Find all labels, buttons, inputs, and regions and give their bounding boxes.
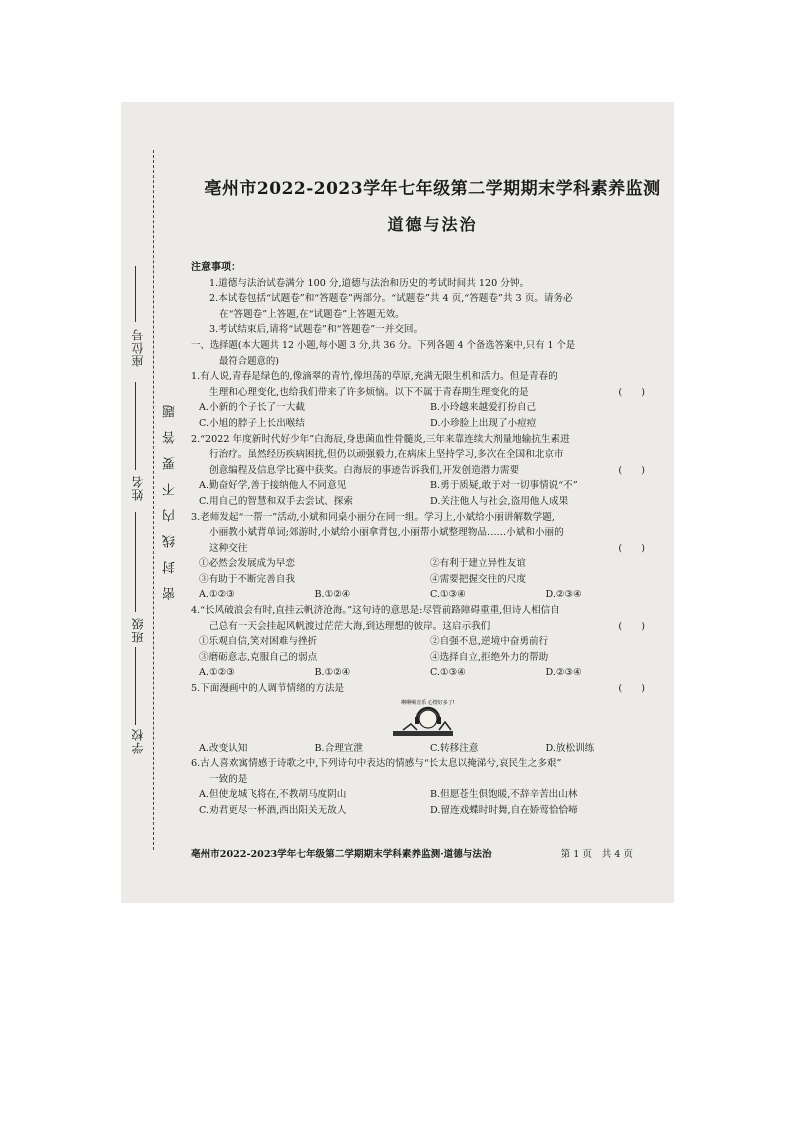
option-a: A.改变认知 (199, 742, 248, 754)
answer-paren: ( ) (618, 386, 645, 398)
statement: ①必然会发展成为早恋 (199, 558, 295, 570)
statement: ②自强不息,逆境中奋勇前行 (430, 636, 549, 648)
section-heading-cont: 最符合题意的) (219, 355, 279, 367)
option-c: C.用自己的智慧和双手去尝试、探索 (199, 495, 353, 507)
exam-subject: 道德与法治 (387, 215, 478, 234)
question-5-stem: 5.下面漫画中的人调节情绪的方法是 ( ) (191, 681, 661, 697)
option-b: B.但愿苍生俱饱暖,不辞辛苦出山林 (430, 789, 578, 801)
option-a: A.①②③ (199, 589, 235, 601)
option-d: D.小珍脸上出现了小痘痘 (430, 417, 537, 429)
statement: ③磨砺意志,克服自己的弱点 (199, 651, 318, 663)
question-3-stem-cont: 小丽教小斌背单词;郊游时,小斌给小丽拿背包,小丽帮小斌整理物品……小斌和小丽的 (209, 527, 564, 539)
cartoon-speech-bubble: 啊啊嗬音乐 心情好多了! (401, 699, 455, 706)
notes-heading: 注意事项： (191, 262, 241, 273)
answer-paren: ( ) (618, 464, 645, 476)
option-c: C.①③④ (430, 667, 466, 679)
option-b: B.①②④ (314, 667, 351, 679)
class-blank (135, 512, 136, 612)
cartoon-legs (403, 724, 417, 730)
answer-paren: ( ) (618, 683, 645, 695)
school-label: 学校 (131, 728, 145, 754)
question-3-options (191, 587, 661, 603)
option-a: A.勤奋好学,善于接纳他人不同意见 (199, 480, 347, 492)
option-d: D.②③④ (545, 589, 582, 601)
question-6-stem-cont: 一致的是 (209, 773, 248, 785)
exam-title: 亳州市2022-2023学年七年级第二学期期末学科素养监测 (204, 179, 661, 199)
question-2-stem: 2.“2022 年度新时代好少年”白海辰,身患菌血性骨髓炎,三年来靠连续大剂量地输抗生素进 (191, 433, 570, 445)
page-number: 第 1 页 共 4 页 (560, 849, 633, 860)
option-c: C.小旭的脖子上长出喉结 (199, 417, 305, 429)
option-b: B.勇于质疑,敢于对一切事情说“不” (430, 480, 578, 492)
question-6-options (191, 787, 661, 818)
note-item: 在“答题卷”上答题,在“试题卷”上答题无效。 (219, 308, 405, 320)
name-label: 姓名 (131, 475, 145, 501)
headphone-left-icon (415, 717, 419, 724)
option-c: C.转移注意 (430, 742, 479, 754)
option-c: C.①③④ (430, 589, 466, 601)
statement: ①乐观自信,笑对困难与挫折 (199, 636, 318, 648)
class-label: 班级 (131, 617, 145, 643)
headphone-right-icon (437, 717, 441, 724)
question-4-statements (191, 634, 661, 665)
cartoon-illustration (373, 697, 483, 741)
note-item: 1.道德与法治试卷满分 100 分,道德与法治和历史的考试时间共 120 分钟。 (209, 277, 530, 289)
question-6-stem: 6.古人喜欢寓情感于诗歌之中,下列诗句中表达的情感与“长太息以掩涕兮,哀民生之多艰” (191, 758, 562, 770)
question-1-stem-cont: 生理和心理变化,也给我们带来了许多烦恼。以下不属于青春期生理变化的是 ( ) (191, 385, 661, 401)
question-5-options (191, 741, 661, 757)
question-5-cartoon (191, 697, 661, 741)
seal-dashed-line (153, 150, 154, 850)
question-4-options (191, 665, 661, 681)
seat-number-label: 座位号 (131, 328, 145, 367)
option-d: D.放松训练 (545, 742, 595, 754)
answer-paren: ( ) (618, 620, 645, 632)
note-item: 3.考试结束后,请将“试题卷”和“答题卷”一并交回。 (209, 324, 424, 336)
option-a: A.①②③ (199, 667, 235, 679)
seat-number-blank (135, 266, 136, 322)
seal-warning-text: 密封线内不要答题 (163, 392, 178, 600)
answer-paren: ( ) (618, 542, 645, 554)
cartoon-face (419, 710, 437, 728)
question-2-stem-cont: 创意编程及信息学比赛中获奖。白海辰的事迹告诉我们,开发创造潜力需要 ( ) (191, 463, 661, 479)
option-d: D.关注他人与社会,盗用他人成果 (430, 495, 569, 507)
exam-content (191, 260, 661, 819)
binding-margin (121, 102, 191, 903)
option-b: B.小玲越来越爱打扮自己 (430, 402, 537, 414)
page-footer (191, 846, 661, 860)
cartoon-mat (393, 731, 453, 736)
option-a: A.小新的个子长了一大截 (199, 402, 305, 414)
option-d: D.留连戏蝶时时舞,自在娇莺恰恰啼 (430, 805, 578, 816)
note-item: 2.本试卷包括“试题卷”和“答题卷”两部分。“试题卷”共 4 页,“答题卷”共 3 页。请务必 (209, 293, 573, 305)
option-b: B.①②④ (314, 589, 351, 601)
option-b: B.合理宣泄 (314, 742, 363, 754)
exam-sheet (121, 102, 674, 903)
question-3-stem: 3.老师发起“一帮一”活动,小斌和同桌小丽分在同一组。学习上,小斌给小丽讲解数学题, (191, 511, 555, 523)
question-3-statements (191, 556, 661, 587)
question-4-stem-cont: 己总有一天会挂起风帆渡过茫茫大海,到达理想的彼岸。这启示我们 ( ) (191, 619, 661, 635)
option-d: D.②③④ (545, 667, 582, 679)
option-c: C.劝君更尽一杯酒,西出阳关无故人 (199, 805, 347, 816)
question-2-stem-cont: 行治疗。虽然经历疾病困扰,但仍以顽强毅力,在病床上坚持学习,多次在全国和北京市 (209, 449, 564, 461)
section-heading: 一、选择题(本大题共 12 小题,每小题 3 分,共 36 分。下列各题 4 个备选答案中,只有 1 个是 (191, 339, 576, 351)
question-1-stem: 1.有人说,青春是绿色的,像滴翠的青竹,像坦荡的草原,充满无限生机和活力。但是青春的 (191, 371, 558, 383)
footer-title: 亳州市2022-2023学年七年级第二学期期末学科素养监测·道德与法治 (191, 849, 492, 860)
question-2-options (191, 478, 661, 509)
statement: ④选择自立,拒绝外力的帮助 (430, 651, 549, 663)
question-1-options (191, 400, 661, 431)
option-a: A.但使龙城飞将在,不教胡马度阴山 (199, 789, 347, 801)
statement: ②有利于建立异性友谊 (430, 558, 526, 570)
statement: ③有助于不断完善自我 (199, 573, 295, 585)
school-blank (135, 647, 136, 725)
name-blank (135, 382, 136, 470)
question-3-stem-cont: 这种交往 ( ) (191, 541, 661, 557)
question-4-stem: 4.“长风破浪会有时,直挂云帆济沧海。”这句诗的意思是:尽管前路障碍重重,但诗人相信自 (191, 605, 560, 617)
statement: ④需要把握交往的尺度 (430, 573, 526, 585)
